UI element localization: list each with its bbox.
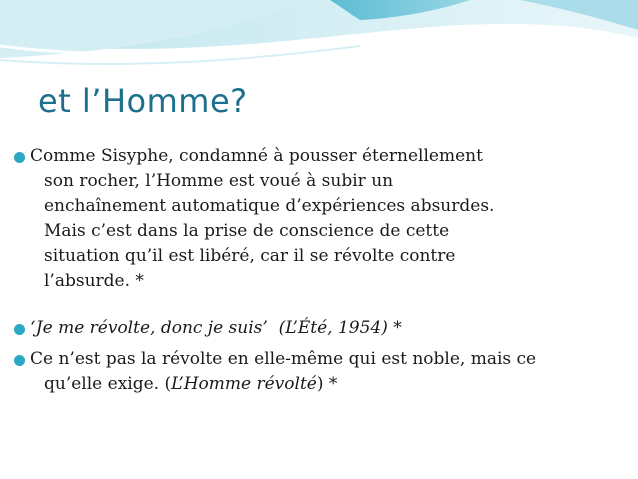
header-wave-decoration [0,0,638,80]
bullet-line [30,372,614,397]
bullet-line: Ce n’est pas la révolte en elle-même qui est noble, mais ce [30,349,537,369]
quote-source: (L’Été, 1954) [278,318,388,338]
bullet-list [14,144,614,397]
bullet-line: Comme Sisyphe, condamné à pousser éternellement [30,146,483,166]
footnote-mark: * [393,318,402,338]
bullet-line: situation qu’il est libéré, car il se révolte contre [44,246,456,266]
work-title: L’Homme révolté [171,374,317,394]
quote-text: ‘Je me révolte, donc je suis’ [30,318,268,338]
bullet-line: Mais c’est dans la prise de conscience de cette [44,221,450,241]
line-text: qu’elle exige. ( [44,374,172,394]
bullet-quote [14,316,614,341]
bullet-revolte [14,347,614,397]
bullet-dot-icon [14,324,25,335]
bullet-dot-icon [14,152,25,163]
bullet-line: l’absurde. * [44,271,144,291]
bullet-line [30,316,614,341]
bullet-line: son rocher, l’Homme est voué à subir un [44,171,394,191]
bullet-dot-icon [14,355,25,366]
bullet-line: enchaînement automatique d’expériences absurdes. [44,196,495,216]
line-text: ) * [316,374,338,394]
slide-title: et l’Homme? [38,82,248,120]
bullet-sisyphe [14,144,614,294]
